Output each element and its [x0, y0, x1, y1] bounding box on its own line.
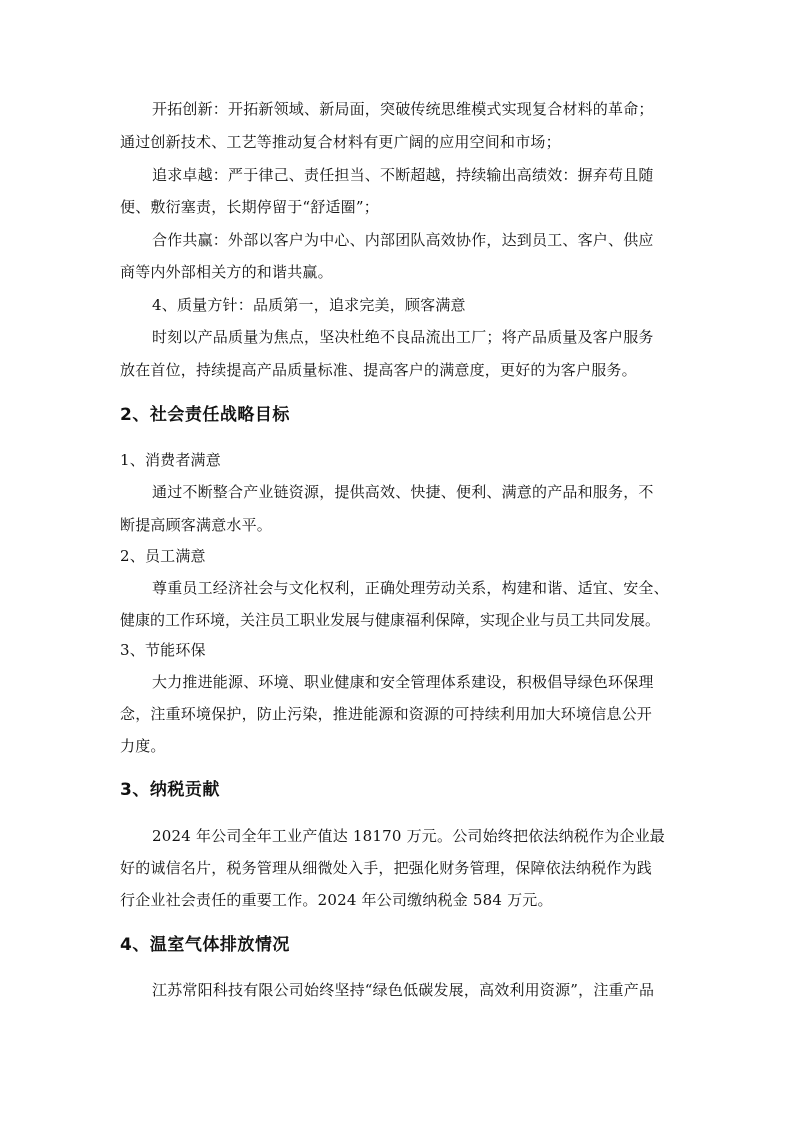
environment-line-2: 念，注重环境保护，防止污染，推进能源和资源的可持续利用加大环境信息公开: [120, 705, 653, 723]
section-heading-ghg: 4、温室气体排放情况: [120, 935, 290, 955]
section-heading-tax: 3、纳税贡献: [120, 780, 220, 800]
consumer-satisfaction-line-2: 断提高顾客满意水平。: [120, 516, 273, 534]
quality-policy-line-2: 放在首位，持续提高产品质量标准、提高客户的满意度，更好的为客户服务。: [120, 361, 637, 379]
employee-satisfaction-line-1: 尊重员工经济社会与文化权利，正确处理劳动关系，构建和谐、适宜、安全、: [152, 579, 669, 597]
consumer-satisfaction-line-1: 通过不断整合产业链资源，提供高效、快捷、便利、满意的产品和服务，不: [152, 483, 654, 501]
ghg-line-1: 江苏常阳科技有限公司始终坚持“绿色低碳发展，高效利用资源”，注重产品: [152, 981, 655, 999]
environment-title: 3、节能环保: [120, 641, 206, 659]
employee-satisfaction-title: 2、员工满意: [120, 547, 206, 565]
quality-policy-title: 4、质量方针：品质第一，追求完美，顾客满意: [152, 296, 466, 314]
paragraph-excellence-line-2: 便、敷衍塞责，长期停留于“舒适圈”；: [120, 198, 379, 216]
paragraph-innovation-line-1: 开拓创新：开拓新领域、新局面，突破传统思维模式实现复合材料的革命；: [152, 100, 654, 118]
paragraph-cooperation-line-2: 商等内外部相关方的和谐共赢。: [120, 263, 333, 281]
paragraph-cooperation-line-1: 合作共赢：外部以客户为中心、内部团队高效协作，达到员工、客户、供应: [152, 231, 654, 249]
section-heading-social-goals: 2、社会责任战略目标: [120, 405, 290, 425]
environment-line-1: 大力推进能源、环境、职业健康和安全管理体系建设，积极倡导绿色环保理: [152, 673, 654, 691]
tax-line-1: 2024 年公司全年工业产值达 18170 万元。公司始终把依法纳税作为企业最: [152, 827, 665, 845]
employee-satisfaction-line-2: 健康的工作环境，关注员工职业发展与健康福利保障，实现企业与员工共同发展。: [120, 611, 661, 629]
consumer-satisfaction-title: 1、消费者满意: [120, 451, 221, 469]
paragraph-innovation-line-2: 通过创新技术、工艺等推动复合材料有更广阔的应用空间和市场；: [120, 133, 561, 151]
tax-line-2: 好的诚信名片，税务管理从细微处入手，把强化财务管理，保障依法纳税作为践: [120, 859, 653, 877]
quality-policy-line-1: 时刻以产品质量为焦点，坚决杜绝不良品流出工厂；将产品质量及客户服务: [152, 328, 654, 346]
environment-line-3: 力度。: [120, 737, 166, 755]
tax-line-3: 行企业社会责任的重要工作。2024 年公司缴纳税金 584 万元。: [120, 891, 553, 909]
paragraph-excellence-line-1: 追求卓越：严于律己、责任担当、不断超越，持续输出高绩效：摒弃苟且随: [152, 166, 654, 184]
